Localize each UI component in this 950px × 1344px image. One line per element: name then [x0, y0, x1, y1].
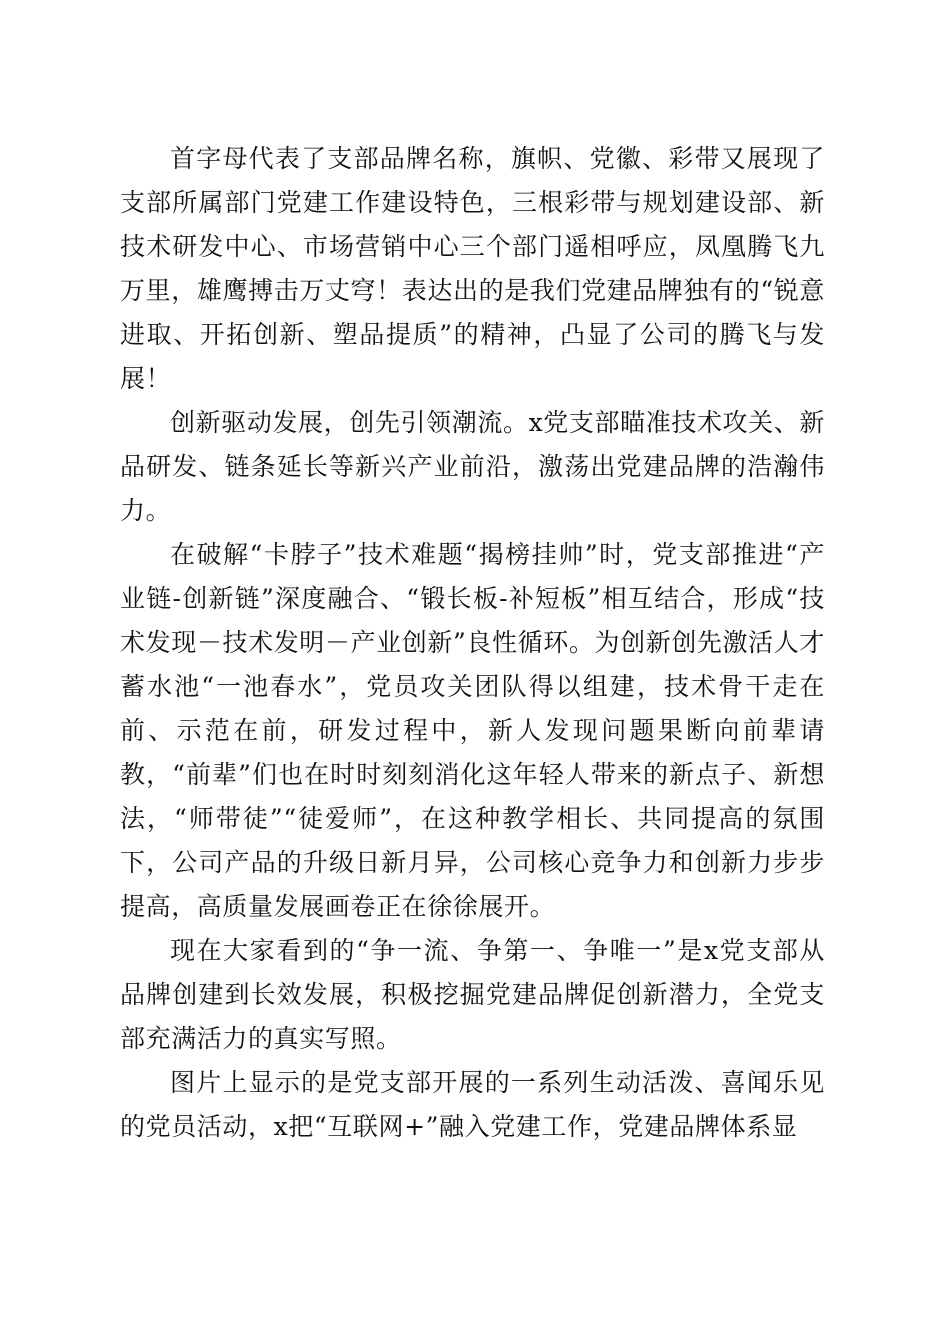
paragraph-brand-logo-meaning: 首字母代表了支部品牌名称，旗帜、党徽、彩带又展现了支部所属部门党建工作建设特色，三根彩带与规划建设部、新技术研发中心、市场营销中心三个部门遥相呼应，凤凰腾飞九万里，雄鹰搏击万丈穹！表达出的是我们党建品牌独有的“锐意进取、开拓创新、塑品提质”的精神，凸显了公司的腾飞与发展！: [120, 144, 825, 393]
paragraph-member-activities: 图片上显示的是党支部开展的一系列生动活泼、喜闻乐见的党员活动，x把“互联网+”融入党建工作，党建品牌体系显: [120, 1068, 825, 1141]
paragraph-striving-first: 现在大家看到的“争一流、争第一、争唯一”是x党支部从品牌创建到长效发展，积极挖掘党建品牌促创新潜力，全党支部充满活力的真实写照。: [120, 936, 825, 1053]
document-body: [120, 137, 825, 1149]
paragraph-innovation-drive: 创新驱动发展，创先引领潮流。x党支部瞄准技术攻关、新品研发、链条延长等新兴产业前沿，激荡出党建品牌的浩瀚伟力。: [120, 408, 825, 525]
paragraph-tech-breakthrough: 在破解“卡脖子”技术难题“揭榜挂帅”时，党支部推进“产业链-创新链”深度融合、“锻长板-补短板”相互结合，形成“技术发现－技术发明－产业创新”良性循环。为创新创先激活人才蓄水池“一池春水”，党员攻关团队得以组建，技术骨干走在前、示范在前，研发过程中，新人发现问题果断向前辈请教，“前辈”们也在时时刻刻消化这年轻人带来的新点子、新想法，“师带徒”“徒爱师”，在这种教学相长、共同提高的氛围下，公司产品的升级日新月异，公司核心竞争力和创新力步步提高，高质量发展画卷正在徐徐展开。: [120, 540, 825, 921]
